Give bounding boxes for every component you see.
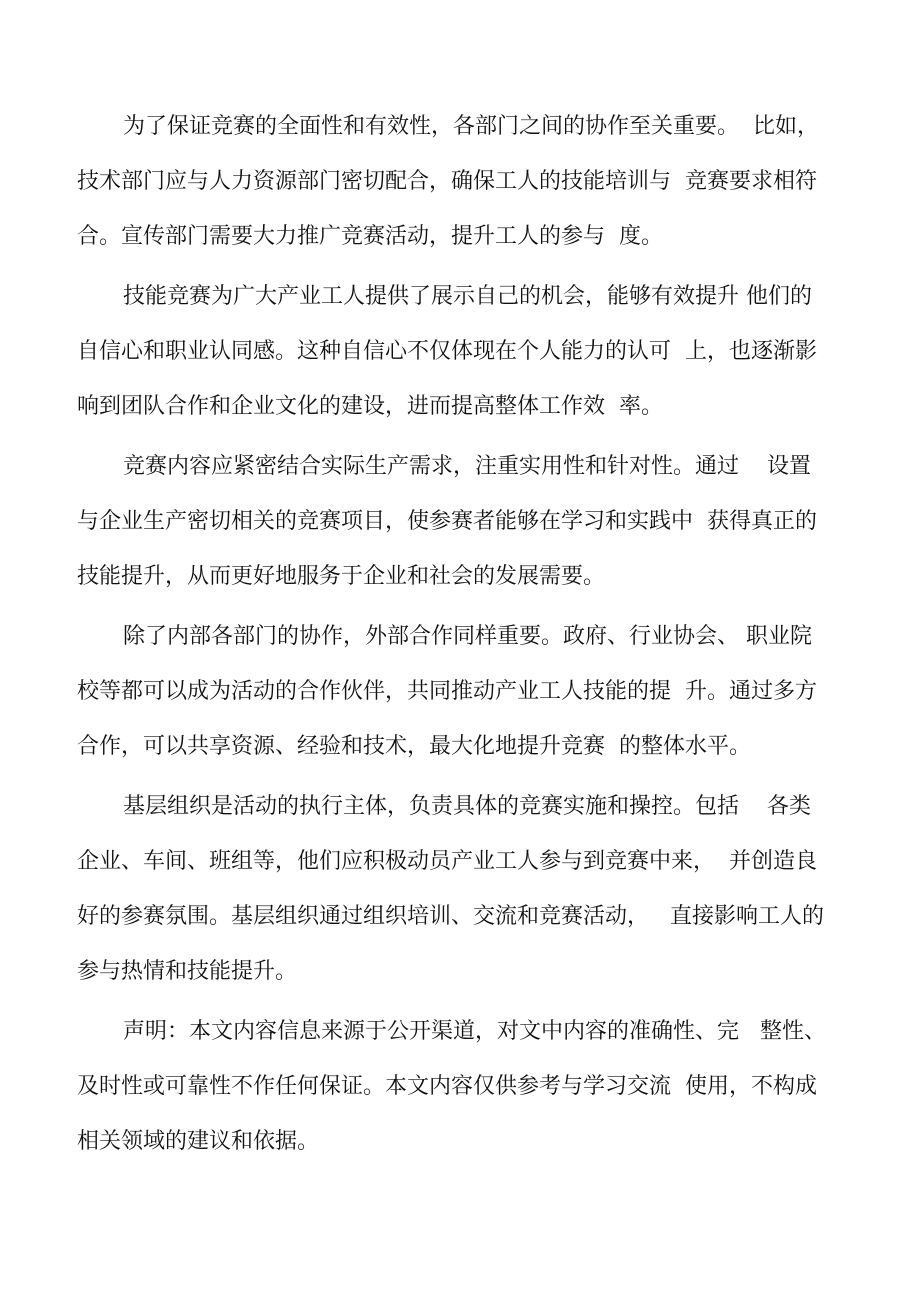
paragraph-line: 合作，可以共享资源、经验和技术，最大化地提升竞赛 的整体水平。 — [77, 734, 751, 759]
paragraph-line: 与企业生产密切相关的竞赛项目，使参赛者能够在学习和实践中 获得真正的 — [77, 509, 817, 534]
paragraph-line: 技能提升，从而更好地服务于企业和社会的发展需要。 — [77, 564, 606, 589]
paragraph-line: 及时性或可靠性不作任何保证。本文内容仅供参考与学习交流 使用，不构成 — [77, 1074, 817, 1099]
paragraph-line: 技术部门应与人力资源部门密切配合，确保工人的技能培训与 竞赛要求相符 — [77, 169, 817, 194]
paragraph-line: 除了内部各部门的协作，外部合作同样重要。政府、行业协会、 职业院 — [123, 624, 812, 649]
paragraph-line: 基层组织是活动的执行主体，负责具体的竞赛实施和操控。包括 各类 — [123, 794, 811, 819]
paragraph-line: 声明：本文内容信息来源于公开渠道，对文中内容的准确性、完 整性、 — [123, 1019, 826, 1044]
paragraph-line: 好的参赛氛围。基层组织通过组织培训、交流和竞赛活动， 直接影响工人的 — [77, 904, 824, 929]
paragraph-line: 竞赛内容应紧密结合实际生产需求，注重实用性和针对性。通过 设置 — [123, 454, 811, 479]
paragraph-line: 参与热情和技能提升。 — [77, 959, 298, 984]
paragraph-line: 企业、车间、班组等，他们应积极动员产业工人参与到竞赛中来， 并创造良 — [77, 849, 817, 874]
paragraph-line: 响到团队合作和企业文化的建设，进而提高整体工作效 率。 — [77, 394, 663, 419]
paragraph-line: 校等都可以成为活动的合作伙伴，共同推动产业工人技能的提 升。通过多方 — [77, 679, 817, 704]
paragraph-line: 相关领域的建议和依据。 — [77, 1129, 320, 1154]
paragraph-line: 合。宣传部门需要大力推广竞赛活动，提升工人的参与 度。 — [77, 224, 663, 249]
paragraph-line: 为了保证竞赛的全面性和有效性，各部门之间的协作至关重要。 比如， — [123, 114, 819, 139]
paragraph-line: 技能竞赛为广大产业工人提供了展示自己的机会，能够有效提升 他们的 — [123, 284, 812, 309]
paragraph-line: 自信心和职业认同感。这种自信心不仅体现在个人能力的认可 上，也逐渐影 — [77, 339, 817, 364]
